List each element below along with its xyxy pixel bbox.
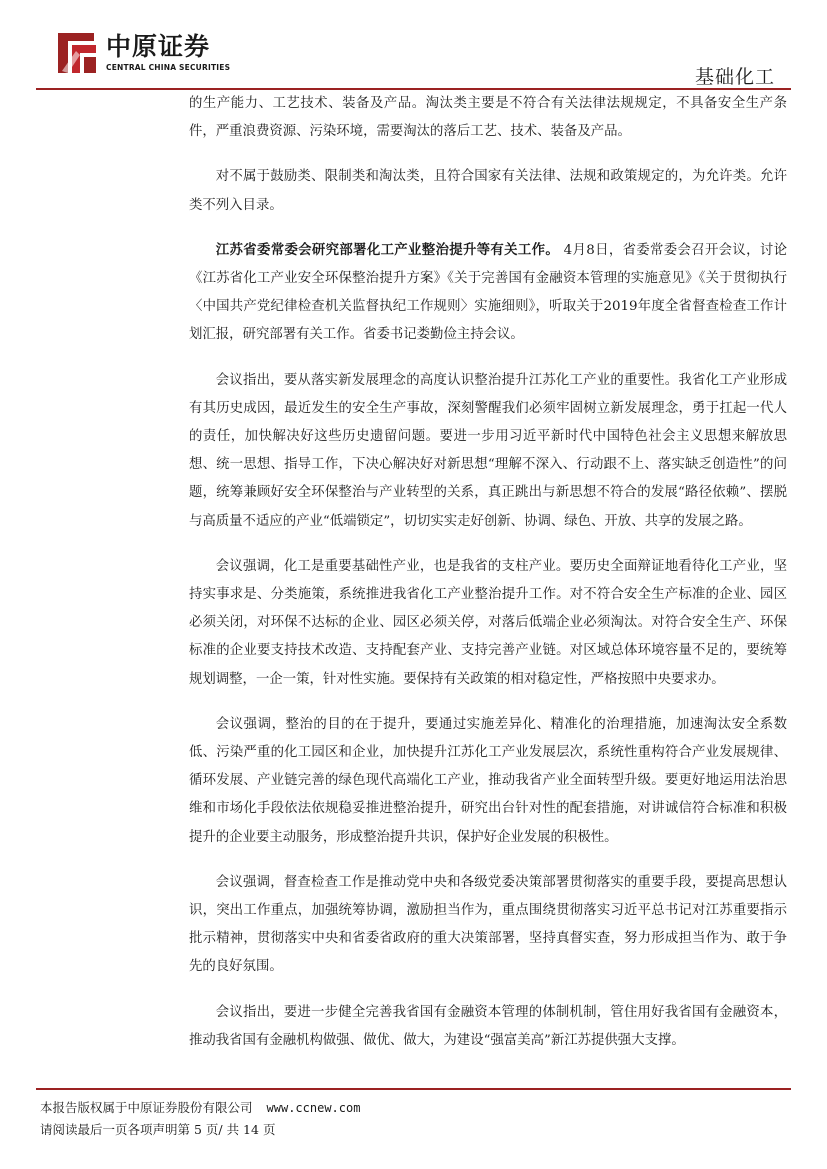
paragraph-meeting-point-3: 会议强调，整治的目的在于提升，要通过实施差异化、精准化的治理措施，加速淘汰安全系数低、污染严重的化工园区和企业，加快提升江苏化工产业发展层次，系统性重构符合产业发展规律、循环发展、产业链完善的绿色现代高端化工产业，推动我省产业全面转型升级。要更好地运用法治思维和市场化手段依法依规稳妥推进整治提升，研究出台针对性的配套措施，对讲诚信符合标准和积极提升的企业要主动服务，形成整治提升共识，保护好企业发展的积极性。 xyxy=(189,716,787,845)
logo-chinese-name: 中原证券 xyxy=(106,32,211,61)
report-body xyxy=(189,90,787,1072)
website-link[interactable]: www.ccnew.com xyxy=(266,1101,361,1115)
paragraph-meeting-point-2: 会议强调，化工是重要基础性产业，也是我省的支柱产业。要历史全面辩证地看待化工产业，坚持实事求是、分类施策，系统推进我省化工产业整治提升工作。对不符合安全生产标准的企业、园区必须关闭，对环保不达标的企业、园区必须关停，对落后低端企业必须淘汰。对符合安全生产、环保标准的企业要支持技术改造、支持配套产业、支持完善产业链。对区域总体环境容量不足的，要统筹规划调整，一企一策，针对性实施。要保持有关政策的相对稳定性，严格按照中央要求办。 xyxy=(189,558,787,687)
paragraph-continued: 的生产能力、工艺技术、装备及产品。淘汰类主要是不符合有关法律法规规定，不具备安全生产条件，严重浪费资源、污染环境，需要淘汰的落后工艺、技术、装备及产品。 xyxy=(189,96,787,140)
paragraph-meeting-point-1: 会议指出，要从落实新发展理念的高度认识整治提升江苏化工产业的重要性。我省化工产业形成有其历史成因，最近发生的安全生产事故，深刻警醒我们必须牢固树立新发展理念，勇于扛起一代人的责任，加快解决好这些历史遗留问题。要进一步用习近平新时代中国特色社会主义思想来解放思想、统一思想、指导工作，下决心解决好对新思想“理解不深入、行动跟不上、落实缺乏创造性”的问题，统筹兼顾好安全环保整治与产业转型的关系，真正跳出与新思想不符合的发展“路径依赖”、摆脱与高质量不适应的产业“低端锁定”，切切实实走好创新、协调、绿色、开放、共享的发展之路。 xyxy=(189,372,787,529)
footer-divider xyxy=(36,1088,791,1090)
paragraph-jiangsu-meeting xyxy=(189,237,787,350)
logo-english-name: CENTRAL CHINA SECURITIES xyxy=(106,63,231,72)
page-number-note: 请阅读最后一页各项声明第 5 页/ 共 14 页 xyxy=(40,1122,276,1137)
page-footer xyxy=(40,1097,360,1141)
paragraph-allowed-category: 对不属于鼓励类、限制类和淘汰类，且符合国家有关法律、法规和政策规定的，为允许类。允许类不列入目录。 xyxy=(189,169,787,213)
paragraph-meeting-point-4: 会议强调，督查检查工作是推动党中央和各级党委决策部署贯彻落实的重要手段，要提高思想认识，突出工作重点，加强统筹协调，激励担当作为，重点围绕贯彻落实习近平总书记对江苏重要指示批示精神，贯彻落实中央和省委省政府的重大决策部署，坚持真督实查，努力形成担当作为、敢于争先的良好氛围。 xyxy=(189,874,787,975)
news-lead: 4月8日，省委常委会召开会议，讨论《江苏省化工产业安全环保整治提升方案》《关于完善国有金融资本管理的实施意见》《关于贯彻执行〈中国共产党纪律检查机关监督执纪工作规则〉实施细则》，听取关于2019年度全省督查检查工作计划汇报，研究部署有关工作。省委书记娄勤俭主持会议。 xyxy=(189,242,787,343)
paragraph-meeting-point-5: 会议指出，要进一步健全完善我省国有金融资本管理的体制机制，管住用好我省国有金融资本，推动我省国有金融机构做强、做优、做大，为建设“强富美高”新江苏提供强大支撑。 xyxy=(189,1004,787,1048)
industry-section-label: 基础化工 xyxy=(694,66,775,88)
footer-line-1 xyxy=(40,1097,360,1119)
news-headline: 江苏省委常委会研究部署化工产业整治提升等有关工作。 xyxy=(215,242,560,258)
company-logo-icon xyxy=(56,31,98,75)
copyright-text: 本报告版权属于中原证券股份有限公司 xyxy=(40,1100,253,1115)
page-header xyxy=(0,0,827,92)
